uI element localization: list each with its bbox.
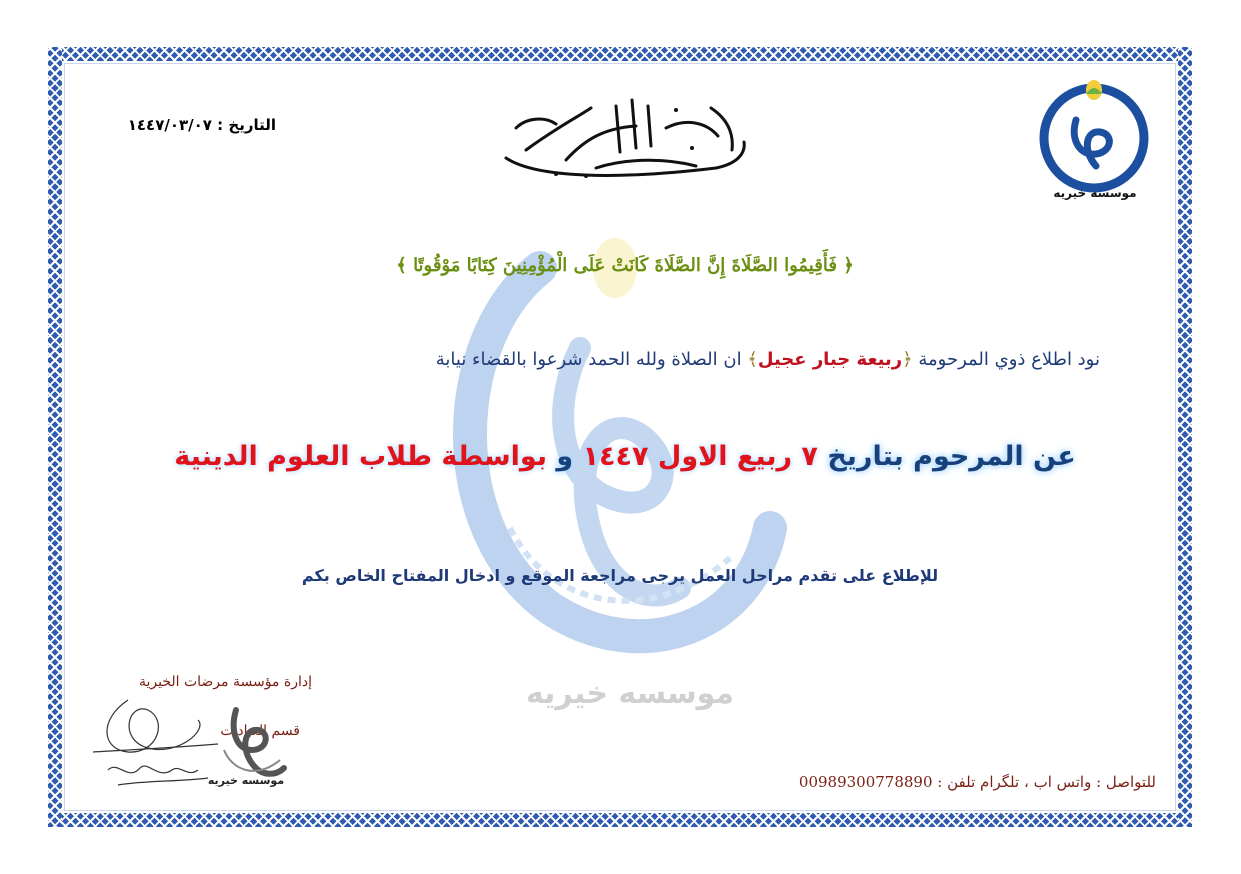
quran-verse <box>200 255 1050 276</box>
contact-label: للتواصل : واتس اب ، تلگرام تلفن : <box>937 773 1156 791</box>
info-line: للإطلاع على تقدم مراحل العمل يرجى مراجعة الموقع و ادخال المفتاح الخاص بكم <box>301 566 939 585</box>
date-label: التاريخ : <box>217 116 276 134</box>
contact-line <box>600 773 1156 791</box>
intro-after: ان الصلاة ولله الحمد شرعوا بالقضاء نيابة <box>435 349 742 370</box>
name-bracket-close: ﴾ <box>747 349 758 370</box>
name-bracket-open: ﴿ <box>902 349 913 370</box>
stamp-caption: موسسه خيريه <box>207 774 285 787</box>
intro-before: نود اطلاع ذوي المرحومة <box>918 349 1100 370</box>
management-department: قسم العبادات <box>220 723 300 739</box>
logo-caption: موسسه خيريه <box>1053 186 1137 200</box>
date-line <box>86 116 276 134</box>
verse-bracket-close: ﴾ <box>396 255 407 276</box>
date-value: ١٤٤٧/٠٣/٠٧ <box>127 116 212 134</box>
intro-line <box>120 349 1100 370</box>
border-right <box>1178 47 1192 827</box>
deceased-name: ربيعة جبار عجيل <box>757 349 903 370</box>
verse-text: فَأَقِيمُوا الصَّلَاةَ إِنَّ الصَّلَاةَ كَانَتْ عَلَى الْمُؤْمِنِينَ كِتَابًا مَوْقُوتًا <box>413 255 837 276</box>
headline-part4: بواسطة طلاب العلوم الدينية <box>174 441 547 472</box>
border-top <box>48 47 1192 61</box>
border-left <box>48 47 62 827</box>
headline-and: و <box>556 441 574 472</box>
headline-date: ٧ ربيع الاول ١٤٤٧ <box>582 441 818 472</box>
watermark-caption: موسسه خيريه <box>525 676 735 711</box>
management-title: إدارة مؤسسة مرضات الخيرية <box>138 674 312 690</box>
contact-phone[interactable]: 00989300778890 <box>798 773 933 791</box>
basmala-calligraphy-icon <box>496 88 756 188</box>
headline-part1: عن المرحوم بتاريخ <box>827 441 1076 472</box>
verse-bracket-open: ﴿ <box>843 255 854 276</box>
border-bottom <box>48 813 1192 827</box>
headline <box>90 441 1160 472</box>
